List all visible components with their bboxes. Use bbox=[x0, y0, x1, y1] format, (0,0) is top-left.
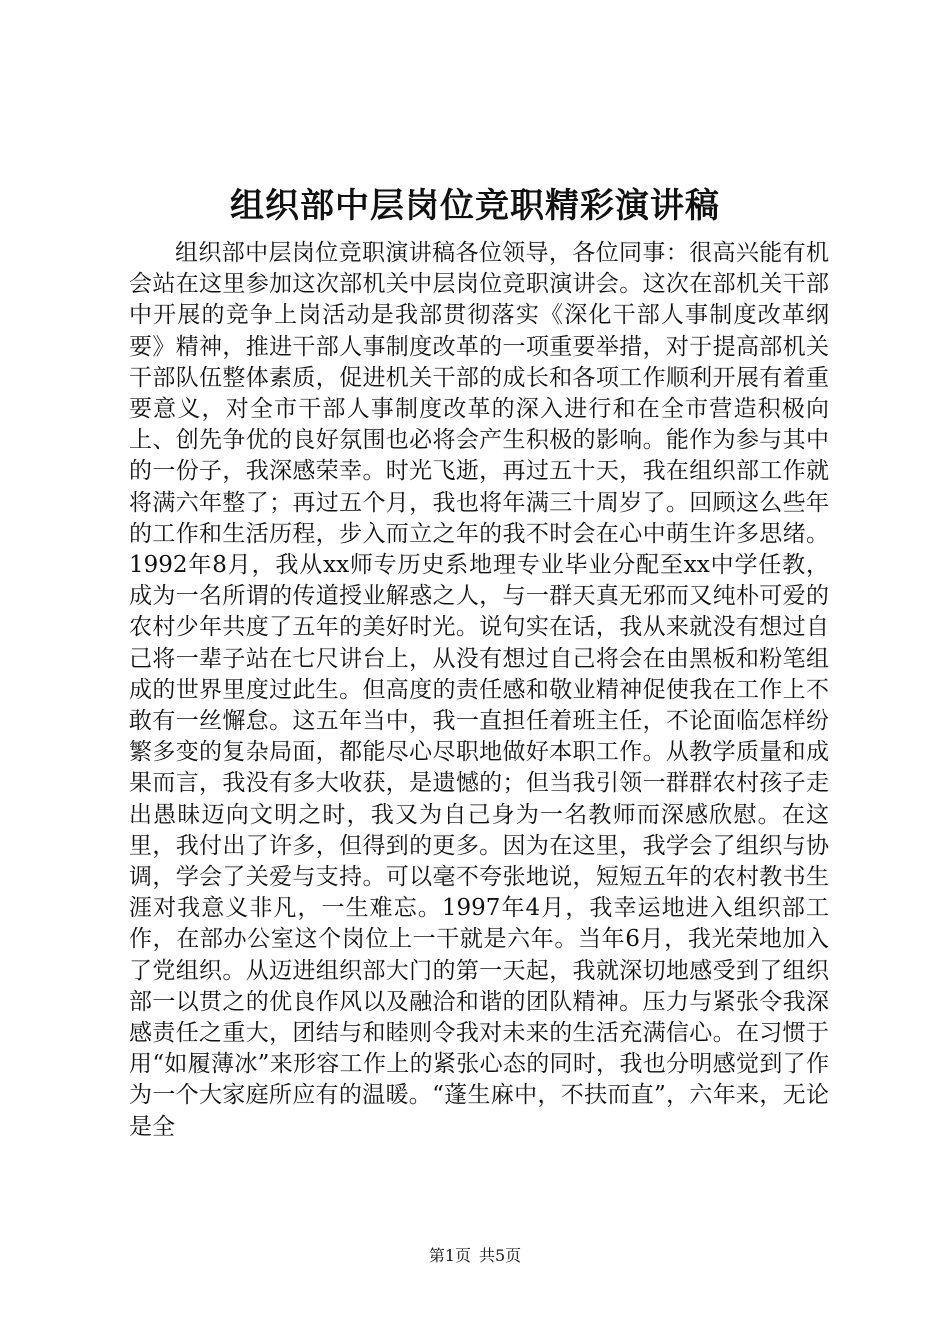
page-total: 共5页 bbox=[479, 1246, 522, 1265]
page-number: 第1页 bbox=[428, 1246, 471, 1265]
page-footer bbox=[0, 1246, 950, 1266]
document-title: 组织部中层岗位竞职精彩演讲稿 bbox=[230, 186, 720, 226]
document-body: 组织部中层岗位竞职演讲稿各位领导，各位同事：很高兴能有机会站在这里参加这次部机关中层岗位竞职演讲会。这次在部机关干部中开展的竞争上岗活动是我部贯彻落实《深化干部人事制度改革纲要》精神，推进干部人事制度改革的一项重要举措，对于提高部机关干部队伍整体素质，促进机关干部的成长和各项工作顺利开展有着重要意义，对全市干部人事制度改革的深入进行和在全市营造积极向上、创先争优的良好氛围也必将会产生积极的影响。能作为参与其中的一份子，我深感荣幸。时光飞逝，再过五十天，我在组织部工作就将满六年整了；再过五个月，我也将年满三十周岁了。回顾这么些年的工作和生活历程，步入而立之年的我不时会在心中萌生许多思绪。1992年8月，我从xx师专历史系地理专业毕业分配至xx中学任教，成为一名所谓的传道授业解惑之人，与一群天真无邪而又纯朴可爱的农村少年共度了五年的美好时光。说句实在话，我从来就没有想过自己将一辈子站在七尺讲台上，从没有想过自己将会在由黑板和粉笔组成的世界里度过此生。但高度的责任感和敬业精神促使我在工作上不敢有一丝懈怠。这五年当中，我一直担任着班主任，不论面临怎样纷繁多变的复杂局面，都能尽心尽职地做好本职工作。从教学质量和成果而言，我没有多大收获，是遗憾的；但当我引领一群群农村孩子走出愚昧迈向文明之时，我又为自己身为一名教师而深感欣慰。在这里，我付出了许多，但得到的更多。因为在这里，我学会了组织与协调，学会了关爱与支持。可以毫不夸张地说，短短五年的农村教书生涯对我意义非凡，一生难忘。1997年4月，我幸运地进入组织部工作，在部办公室这个岗位上一干就是六年。当年6月，我光荣地加入了党组织。从迈进组织部大门的第一天起，我就深切地感受到了组织部一以贯之的优良作风以及融洽和谐的团队精神。压力与紧张令我深感责任之重大，团结与和睦则令我对未来的生活充满信心。在习惯于用“如履薄冰”来形容工作上的紧张心态的同时，我也分明感觉到了作为一个大家庭所应有的温暖。“蓬生麻中，不扶而直”，六年来，无论是全 bbox=[129, 240, 829, 1140]
